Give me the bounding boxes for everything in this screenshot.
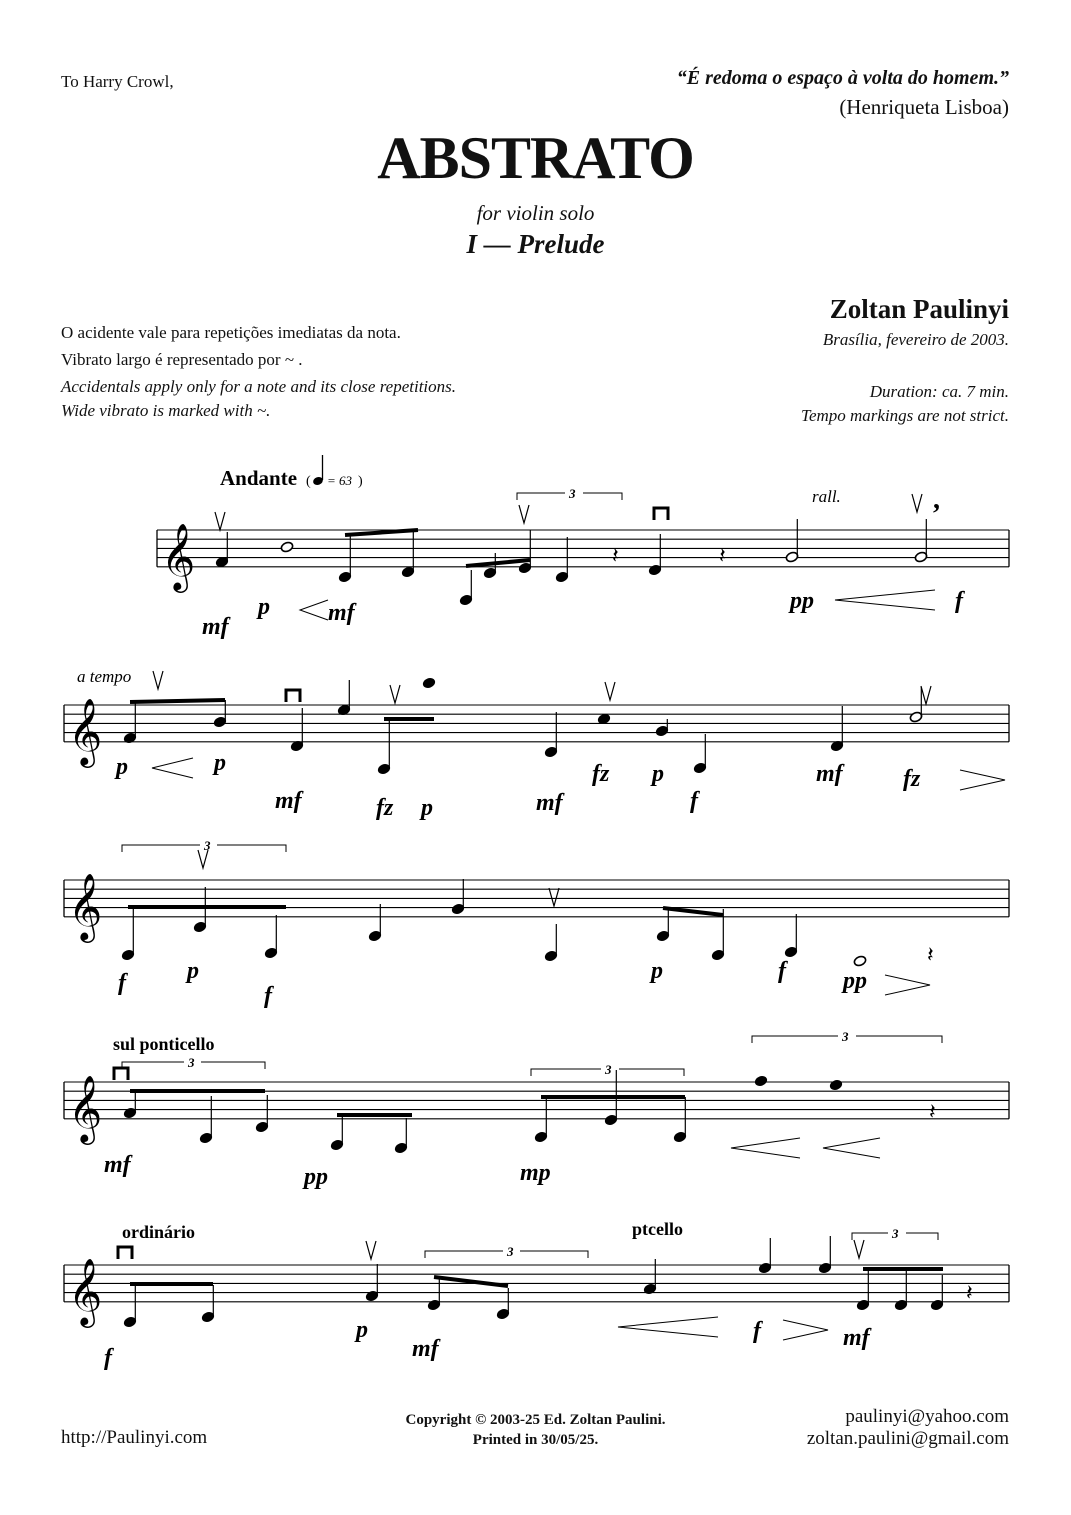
note (459, 570, 473, 606)
dynamic-mark: mf (816, 761, 843, 787)
note (693, 734, 707, 774)
note (338, 535, 352, 583)
tempo-note: Tempo markings are not strict. (801, 406, 1009, 425)
note (123, 1091, 137, 1119)
treble-clef-icon: 𝄞 (68, 1256, 103, 1325)
dynamic-mark: f (264, 983, 272, 1009)
up-bow-icon (605, 682, 615, 700)
up-bow-icon (519, 505, 529, 523)
dynamic-mark: fz (903, 766, 921, 792)
tuplet-label: 3 (204, 838, 211, 853)
rest-icon: 𝄽 (929, 1100, 936, 1125)
notehead (754, 1075, 768, 1087)
note (215, 532, 229, 568)
movement-title: I — Prelude (466, 229, 605, 259)
hairpin (152, 758, 193, 778)
note (280, 541, 294, 553)
hairpin (960, 770, 1005, 790)
rest-icon: 𝄽 (612, 544, 619, 569)
note (422, 677, 436, 689)
treble-clef-icon: 𝄞 (68, 1073, 103, 1142)
rall-marking: rall. (812, 487, 841, 506)
notehead (280, 541, 294, 553)
dynamic-mark: p (356, 1317, 368, 1343)
note (534, 1097, 548, 1143)
tuplet-label: 3 (605, 1062, 612, 1077)
dynamic-mark: fz (376, 795, 394, 821)
note (518, 530, 532, 574)
note (853, 955, 867, 967)
staff-system (64, 697, 1009, 768)
beam (663, 908, 723, 915)
note (193, 887, 207, 933)
dynamic-mark: p (116, 754, 128, 780)
ordinario-marking: ordinário (122, 1222, 196, 1242)
dynamic-mark: p (258, 594, 270, 620)
dynamic-mark: f (690, 788, 698, 814)
dynamic-mark: pp (790, 588, 814, 614)
note (856, 1269, 870, 1311)
up-bow-icon (153, 671, 163, 689)
rest-icon: 𝄽 (927, 943, 934, 968)
note (894, 1271, 908, 1311)
note (264, 915, 278, 959)
note (427, 1277, 441, 1311)
note (201, 1285, 215, 1323)
note (830, 706, 844, 752)
dynamic-mark: p (214, 750, 226, 776)
beam (466, 560, 530, 566)
beam (345, 530, 418, 535)
note (555, 537, 569, 583)
dynamic-mark: f (104, 1345, 112, 1371)
note (337, 680, 351, 716)
dynamic-mark: p (651, 958, 663, 984)
note (199, 1096, 213, 1144)
notehead (422, 677, 436, 689)
dynamic-mark: mf (104, 1152, 131, 1178)
tuplet-label: 3 (842, 1029, 849, 1044)
up-bow-icon (366, 1241, 376, 1259)
note (121, 907, 135, 961)
tuplet-label: 3 (892, 1226, 899, 1241)
breath-mark-icon: , (933, 484, 940, 515)
up-bow-icon (390, 685, 400, 703)
up-bow-icon (921, 686, 931, 704)
dynamic-mark: f (955, 588, 963, 614)
metronome-value: = 63 (327, 473, 353, 488)
epigraph-author: (Henriqueta Lisboa) (839, 95, 1009, 119)
note (829, 1079, 843, 1091)
note (330, 1115, 344, 1151)
a-tempo-marking: a tempo (77, 667, 132, 686)
note (656, 908, 670, 942)
performance-note-pt-1: O acidente vale para repetições imediatas da nota. (61, 323, 401, 342)
down-bow-icon (654, 508, 668, 520)
note (673, 1097, 687, 1143)
hairpin (823, 1138, 880, 1158)
treble-clef-icon: 𝄞 (68, 871, 103, 940)
treble-clef-icon: 𝄞 (161, 521, 196, 590)
staff-system (157, 522, 1009, 593)
ptcello-marking: ptcello (632, 1219, 683, 1239)
note (544, 712, 558, 758)
dynamic-mark: mf (843, 1325, 870, 1351)
beam (434, 1277, 508, 1286)
tuplet-label: 3 (507, 1244, 514, 1259)
note (544, 924, 558, 962)
dynamic-mark: pp (843, 968, 867, 994)
copyright-line-1: Copyright © 2003-25 Ed. Zoltan Paulini. (405, 1412, 666, 1428)
dynamic-mark: mp (520, 1160, 551, 1186)
dynamic-mark: f (118, 970, 126, 996)
note-layer (114, 484, 1005, 1340)
email-primary[interactable]: paulinyi@yahoo.com (845, 1406, 1009, 1427)
place-date: Brasília, fevereiro de 2003. (822, 330, 1009, 349)
hairpin (885, 975, 930, 995)
note (785, 519, 799, 563)
up-bow-icon (912, 494, 922, 512)
rest-icon: 𝄽 (719, 544, 726, 569)
up-bow-icon (854, 1240, 864, 1258)
page-title: ABSTRATO (377, 125, 694, 191)
hairpin (618, 1317, 718, 1337)
dynamic-mark: p (421, 795, 433, 821)
dynamic-mark: f (753, 1318, 761, 1344)
note (368, 904, 382, 942)
tuplet-brackets (122, 493, 942, 1258)
duration-note: Duration: ca. 7 min. (869, 382, 1009, 401)
tuplet-label: 3 (188, 1055, 195, 1070)
hairpin (300, 600, 328, 620)
dynamic-mark: mf (412, 1336, 439, 1362)
down-bow-icon (118, 1247, 132, 1259)
up-bow-icon (549, 888, 559, 906)
hairpin (731, 1138, 800, 1158)
treble-clef-icon: 𝄞 (68, 696, 103, 765)
footer-url[interactable]: http://Paulinyi.com (61, 1427, 208, 1448)
dynamic-mark: mf (536, 790, 563, 816)
tempo-marking: Andante (220, 466, 298, 490)
beam (130, 700, 225, 702)
dynamic-mark: mf (275, 788, 302, 814)
notehead (829, 1079, 843, 1091)
note (123, 1284, 137, 1328)
dynamic-mark: pp (304, 1164, 328, 1190)
note (451, 879, 465, 915)
performance-note-en-1: Accidentals apply only for a note and its close repetitions. (61, 377, 457, 396)
down-bow-icon (114, 1068, 128, 1080)
note (643, 1259, 657, 1295)
dedication: To Harry Crowl, (61, 72, 174, 91)
tuplet-label: 3 (569, 486, 576, 501)
dynamic-mark: f (778, 958, 786, 984)
rest-icon: 𝄽 (966, 1281, 973, 1306)
copyright-line-2: Printed in 30/05/25. (472, 1432, 599, 1448)
note (758, 1238, 772, 1274)
note (377, 719, 391, 775)
note (754, 1075, 768, 1087)
notehead (853, 955, 867, 967)
dynamic-mark: mf (202, 614, 229, 640)
note (784, 914, 798, 958)
hairpin (835, 590, 935, 610)
performance-note-pt-2: Vibrato largo é representado por ~ . (61, 350, 303, 369)
note (914, 519, 928, 563)
down-bow-icon (286, 690, 300, 702)
note (394, 1118, 408, 1154)
metronome-mark (306, 455, 363, 489)
dynamic-mark: p (187, 958, 199, 984)
sul-ponticello-marking: sul ponticello (113, 1034, 215, 1054)
dynamic-mark: p (652, 761, 664, 787)
performance-note-en-2: Wide vibrato is marked with ~. (61, 401, 271, 420)
up-bow-icon (215, 512, 225, 530)
dynamic-mark: fz (592, 761, 610, 787)
subtitle: for violin solo (476, 201, 595, 225)
note (648, 534, 662, 576)
svg-text:(: ( (306, 474, 311, 489)
note (818, 1236, 832, 1274)
note (655, 719, 669, 737)
email-secondary[interactable]: zoltan.paulini@gmail.com (806, 1428, 1009, 1449)
hairpin (783, 1320, 828, 1340)
svg-text:): ) (358, 474, 363, 489)
composer-name: Zoltan Paulinyi (829, 294, 1009, 324)
epigraph: “É redoma o espaço à volta do homem.” (676, 67, 1009, 89)
dynamic-mark: mf (328, 600, 355, 626)
